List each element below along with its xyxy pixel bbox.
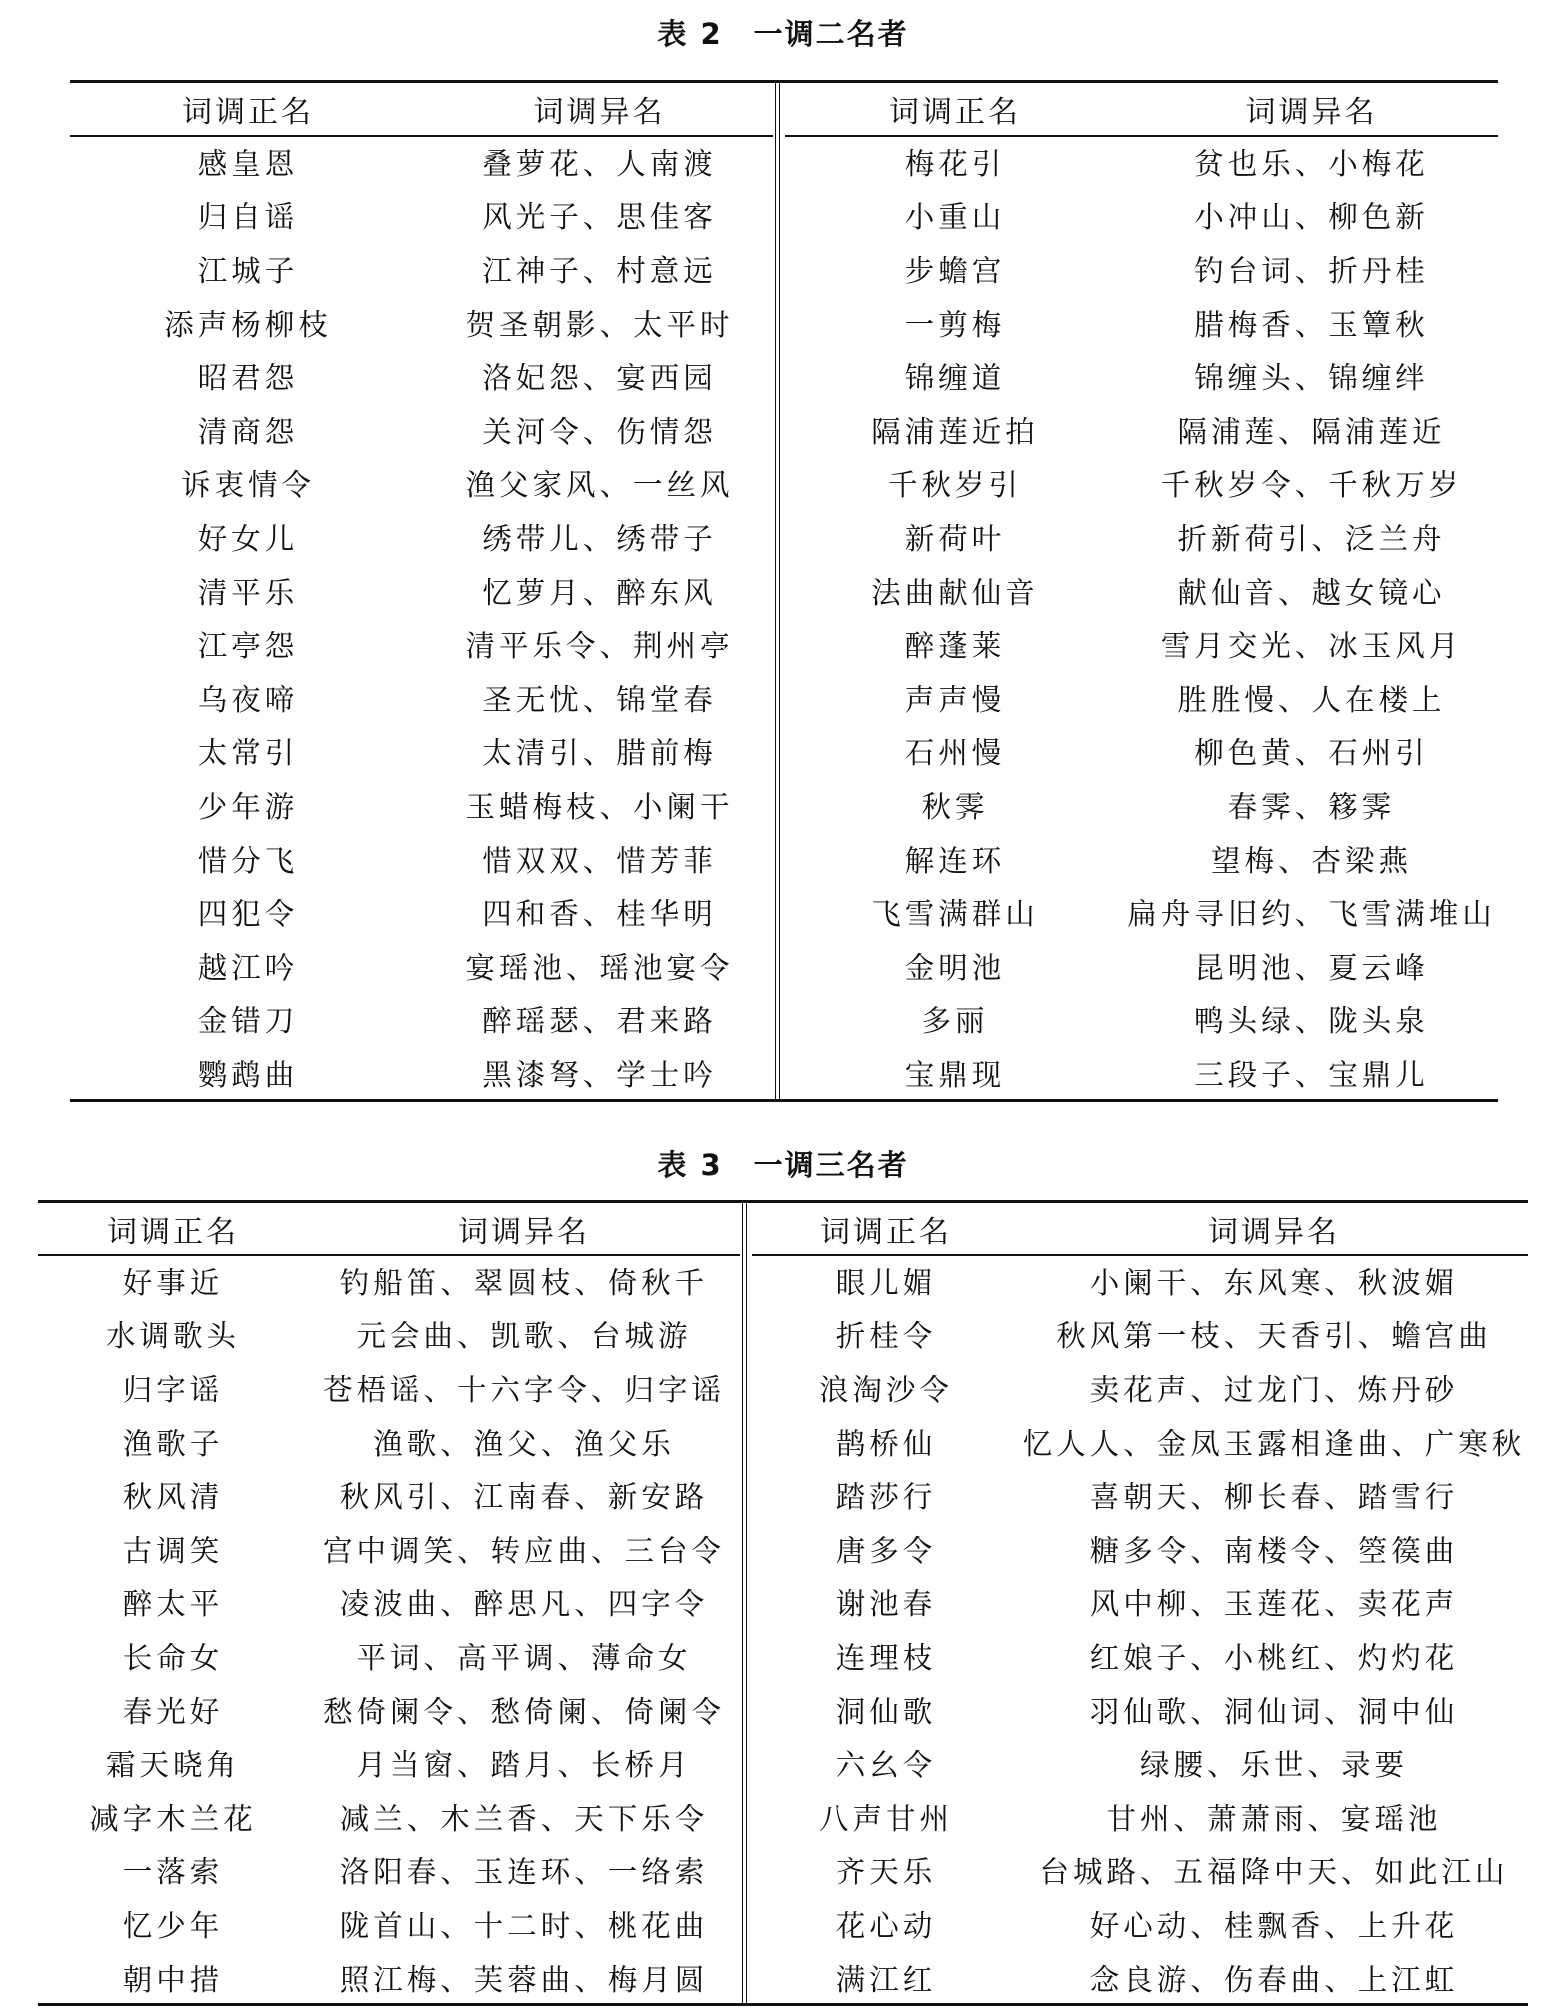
formal-name-cell: 霜天晓角 — [105, 1748, 240, 1783]
formal-name-cell: 新荷叶 — [904, 521, 1006, 556]
table3-left-header — [38, 1203, 740, 1254]
column-header: 词调正名 — [182, 95, 314, 130]
table-row — [785, 564, 1498, 618]
formal-name-cell: 感皇恩 — [197, 146, 299, 181]
formal-name-cell: 鹊桥仙 — [835, 1426, 937, 1461]
formal-name-cell: 好女儿 — [197, 521, 299, 556]
alias-names-cell: 凌波曲、醉思凡、四字令 — [339, 1587, 709, 1622]
alias-names-cell: 隔浦莲、隔浦莲近 — [1177, 414, 1446, 449]
formal-name-cell: 长命女 — [122, 1640, 224, 1675]
alias-names-cell: 糖多令、南楼令、箜篌曲 — [1089, 1533, 1459, 1568]
table-row — [785, 671, 1498, 725]
alias-names-cell: 好心动、桂飘香、上升花 — [1089, 1908, 1459, 1943]
alias-names-cell: 洛阳春、玉连环、一络索 — [339, 1855, 709, 1890]
table-row — [752, 1844, 1528, 1898]
formal-name-cell: 踏莎行 — [835, 1480, 937, 1515]
alias-names-cell: 台城路、五福降中天、如此江山 — [1039, 1855, 1509, 1890]
table2-right-header — [785, 83, 1498, 135]
table-row — [70, 725, 773, 779]
alias-names-cell: 献仙音、越女镜心 — [1177, 575, 1446, 610]
alias-names-cell: 折新荷引、泛兰舟 — [1177, 521, 1446, 556]
table2-caption: 表 2 一调二名者 — [657, 17, 909, 51]
formal-name-cell: 满江红 — [835, 1962, 937, 1997]
formal-name-cell: 惜分飞 — [197, 843, 299, 878]
alias-names-cell: 胜胜慢、人在楼上 — [1177, 682, 1446, 717]
formal-name-cell: 清平乐 — [197, 575, 299, 610]
alias-names-cell: 锦缠头、锦缠绊 — [1194, 361, 1429, 396]
table-row — [752, 1951, 1528, 2005]
alias-names-cell: 渔父家风、一丝风 — [465, 468, 734, 503]
table-row — [785, 403, 1498, 457]
formal-name-cell: 金错刀 — [197, 1004, 299, 1039]
table-row — [70, 510, 773, 564]
alias-names-cell: 照江梅、芙蓉曲、梅月圆 — [339, 1962, 709, 1997]
table2-right-half — [785, 83, 1498, 1100]
alias-names-cell: 小冲山、柳色新 — [1194, 200, 1429, 235]
alias-names-cell: 贫也乐、小梅花 — [1194, 146, 1429, 181]
alias-names-cell: 鸭头绿、陇头泉 — [1194, 1004, 1429, 1039]
formal-name-cell: 浪淘沙令 — [818, 1372, 953, 1407]
alias-names-cell: 四和香、桂华明 — [482, 897, 717, 932]
alias-names-cell: 洛妃怨、宴西园 — [482, 361, 717, 396]
table-row — [38, 1629, 740, 1683]
table2-left-half — [70, 83, 773, 1100]
formal-name-cell: 渔歌子 — [122, 1426, 224, 1461]
table-row — [70, 296, 773, 350]
table-row — [38, 1844, 740, 1898]
alias-names-cell: 念良游、伤春曲、上江虹 — [1089, 1962, 1459, 1997]
alias-names-cell: 卖花声、过龙门、炼丹砂 — [1089, 1372, 1459, 1407]
alias-names-cell: 关河令、伤情怨 — [482, 414, 717, 449]
alias-names-cell: 钓台词、折丹桂 — [1194, 253, 1429, 288]
alias-names-cell: 月当窗、踏月、长桥月 — [356, 1748, 692, 1783]
table-row — [70, 778, 773, 832]
formal-name-cell: 锦缠道 — [904, 361, 1006, 396]
formal-name-cell: 醉太平 — [122, 1587, 224, 1622]
alias-names-cell: 宴瑶池、瑶池宴令 — [465, 950, 734, 985]
formal-name-cell: 归字谣 — [122, 1372, 224, 1407]
alias-names-cell: 柳色黄、石州引 — [1194, 736, 1429, 771]
alias-names-cell: 喜朝天、柳长春、踏雪行 — [1089, 1480, 1459, 1515]
table-row — [70, 1046, 773, 1100]
formal-name-cell: 多丽 — [921, 1004, 989, 1039]
alias-names-cell: 小阑干、东风寒、秋波媚 — [1089, 1265, 1459, 1300]
alias-names-cell: 减兰、木兰香、天下乐令 — [339, 1801, 709, 1836]
formal-name-cell: 乌夜啼 — [197, 682, 299, 717]
alias-names-cell: 元会曲、凯歌、台城游 — [356, 1319, 692, 1354]
formal-name-cell: 太常引 — [197, 736, 299, 771]
alias-names-cell: 秋风引、江南春、新安路 — [339, 1480, 709, 1515]
alias-names-cell: 望梅、杏梁燕 — [1210, 843, 1412, 878]
alias-names-cell: 清平乐令、荆州亭 — [465, 629, 734, 664]
table-row — [70, 885, 773, 939]
formal-name-cell: 八声甘州 — [818, 1801, 953, 1836]
table-row — [785, 993, 1498, 1047]
formal-name-cell: 谢池春 — [835, 1587, 937, 1622]
table-row — [70, 939, 773, 993]
alias-names-cell: 忆萝月、醉东风 — [482, 575, 717, 610]
column-header: 词调异名 — [458, 1214, 590, 1250]
alias-names-cell: 宫中调笑、转应曲、三台令 — [322, 1533, 725, 1568]
formal-name-cell: 清商怨 — [197, 414, 299, 449]
alias-names-cell: 圣无忧、锦堂春 — [482, 682, 717, 717]
formal-name-cell: 鹦鹉曲 — [197, 1057, 299, 1092]
alias-names-cell: 腊梅香、玉簟秋 — [1194, 307, 1429, 342]
table-row — [752, 1897, 1528, 1951]
table-row — [785, 189, 1498, 243]
alias-names-cell: 甘州、萧萧雨、宴瑶池 — [1106, 1801, 1442, 1836]
formal-name-cell: 宝鼎现 — [904, 1057, 1006, 1092]
alias-names-cell: 平词、高平调、薄命女 — [356, 1640, 692, 1675]
alias-names-cell: 贺圣朝影、太平时 — [465, 307, 734, 342]
column-header: 词调异名 — [1245, 95, 1378, 130]
formal-name-cell: 六幺令 — [835, 1748, 937, 1783]
table-row — [70, 242, 773, 296]
table-row — [785, 349, 1498, 403]
alias-names-cell: 风中柳、玉莲花、卖花声 — [1089, 1587, 1459, 1622]
table-row — [70, 832, 773, 886]
formal-name-cell: 朝中措 — [122, 1962, 224, 1997]
alias-names-cell: 钓船笛、翠圆枝、倚秋千 — [339, 1265, 709, 1300]
column-header: 词调正名 — [889, 95, 1021, 130]
formal-name-cell: 梅花引 — [904, 146, 1006, 181]
formal-name-cell: 一剪梅 — [904, 307, 1006, 342]
table-row — [38, 1468, 740, 1522]
alias-names-cell: 陇首山、十二时、桃花曲 — [339, 1908, 709, 1943]
formal-name-cell: 金明池 — [904, 950, 1006, 985]
table-row — [38, 1951, 740, 2005]
alias-names-cell: 风光子、思佳客 — [482, 200, 717, 235]
formal-name-cell: 越江吟 — [197, 950, 299, 985]
alias-names-cell: 雪月交光、冰玉风月 — [1160, 629, 1463, 664]
table-row — [752, 1576, 1528, 1630]
formal-name-cell: 眼儿媚 — [835, 1265, 937, 1300]
table-row — [70, 617, 773, 671]
column-header: 词调异名 — [1208, 1214, 1340, 1250]
formal-name-cell: 千秋岁引 — [887, 468, 1022, 503]
table2 — [70, 80, 1498, 1102]
formal-name-cell: 折桂令 — [835, 1319, 937, 1354]
table-row — [785, 296, 1498, 350]
formal-name-cell: 秋风清 — [122, 1480, 224, 1515]
alias-names-cell: 红娘子、小桃红、灼灼花 — [1089, 1640, 1459, 1675]
table-row — [785, 457, 1498, 511]
table3-left-half — [38, 1203, 740, 2004]
alias-names-cell: 扁舟寻旧约、飞雪满堆山 — [1127, 897, 1496, 932]
formal-name-cell: 水调歌头 — [105, 1319, 240, 1354]
table-row — [752, 1522, 1528, 1576]
formal-name-cell: 秋霁 — [921, 789, 989, 824]
alias-names-cell: 太清引、腊前梅 — [482, 736, 717, 771]
formal-name-cell: 减字木兰花 — [89, 1801, 257, 1836]
table3 — [38, 1200, 1528, 2006]
table-row — [70, 993, 773, 1047]
table-row — [752, 1683, 1528, 1737]
table3-right-half — [752, 1203, 1528, 2004]
table-row — [752, 1361, 1528, 1415]
table-row — [70, 457, 773, 511]
table-row — [785, 242, 1498, 296]
table-row — [70, 403, 773, 457]
formal-name-cell: 法曲献仙音 — [871, 575, 1039, 610]
table-row — [38, 1254, 740, 1308]
formal-name-cell: 少年游 — [197, 789, 299, 824]
column-header: 词调正名 — [820, 1214, 952, 1250]
formal-name-cell: 添声杨柳枝 — [164, 307, 332, 342]
formal-name-cell: 好事近 — [122, 1265, 224, 1300]
table-row — [785, 725, 1498, 779]
table-row — [752, 1468, 1528, 1522]
table-row — [785, 1046, 1498, 1100]
alias-names-cell: 秋风第一枝、天香引、蟾宫曲 — [1056, 1319, 1492, 1354]
table2-left-header — [70, 83, 773, 135]
table-row — [38, 1897, 740, 1951]
formal-name-cell: 江城子 — [197, 253, 299, 288]
alias-names-cell: 绣带儿、绣带子 — [482, 521, 717, 556]
formal-name-cell: 齐天乐 — [835, 1855, 937, 1890]
alias-names-cell: 玉蜡梅枝、小阑干 — [465, 789, 734, 824]
table3-right-header — [752, 1203, 1528, 1254]
table2-column-divider — [775, 80, 780, 1102]
table-row — [38, 1736, 740, 1790]
alias-names-cell: 忆人人、金凤玉露相逢曲、广寒秋 — [1022, 1426, 1526, 1461]
table-row — [785, 885, 1498, 939]
table-row — [70, 564, 773, 618]
table-row — [70, 349, 773, 403]
formal-name-cell: 解连环 — [904, 843, 1006, 878]
table-row — [38, 1361, 740, 1415]
alias-names-cell: 渔歌、渔父、渔父乐 — [373, 1426, 675, 1461]
alias-names-cell: 三段子、宝鼎儿 — [1194, 1057, 1429, 1092]
table-row — [70, 189, 773, 243]
formal-name-cell: 江亭怨 — [197, 629, 299, 664]
alias-names-cell: 愁倚阑令、愁倚阑、倚阑令 — [322, 1694, 725, 1729]
formal-name-cell: 声声慢 — [904, 682, 1006, 717]
table-row — [70, 671, 773, 725]
formal-name-cell: 忆少年 — [122, 1908, 224, 1943]
formal-name-cell: 小重山 — [904, 200, 1006, 235]
table-row — [785, 832, 1498, 886]
formal-name-cell: 石州慢 — [904, 736, 1006, 771]
table-row — [38, 1522, 740, 1576]
formal-name-cell: 昭君怨 — [197, 361, 299, 396]
column-header: 词调正名 — [107, 1214, 239, 1250]
alias-names-cell: 叠萝花、人南渡 — [482, 146, 717, 181]
table-row — [38, 1415, 740, 1469]
alias-names-cell: 惜双双、惜芳菲 — [482, 843, 717, 878]
table3-column-divider — [742, 1200, 747, 2006]
formal-name-cell: 隔浦莲近拍 — [871, 414, 1039, 449]
alias-names-cell: 醉瑶瑟、君来路 — [482, 1004, 717, 1039]
table-row — [752, 1308, 1528, 1362]
formal-name-cell: 归自谣 — [197, 200, 299, 235]
alias-names-cell: 羽仙歌、洞仙词、洞中仙 — [1089, 1694, 1459, 1729]
table-row — [38, 1308, 740, 1362]
formal-name-cell: 步蟾宫 — [904, 253, 1006, 288]
formal-name-cell: 四犯令 — [197, 897, 299, 932]
formal-name-cell: 飞雪满群山 — [871, 897, 1039, 932]
formal-name-cell: 醉蓬莱 — [904, 629, 1006, 664]
table-row — [70, 135, 773, 189]
table-row — [785, 510, 1498, 564]
table-row — [785, 939, 1498, 993]
table-row — [38, 1683, 740, 1737]
table-row — [38, 1790, 740, 1844]
table-row — [752, 1790, 1528, 1844]
formal-name-cell: 诉衷情令 — [180, 468, 315, 503]
formal-name-cell: 春光好 — [122, 1694, 224, 1729]
alias-names-cell: 昆明池、夏云峰 — [1194, 950, 1429, 985]
formal-name-cell: 一落索 — [122, 1855, 224, 1890]
table3-caption: 表 3 一调三名者 — [657, 1148, 909, 1182]
table-row — [785, 617, 1498, 671]
table-row — [752, 1254, 1528, 1308]
formal-name-cell: 洞仙歌 — [835, 1694, 937, 1729]
table-row — [752, 1415, 1528, 1469]
formal-name-cell: 古调笑 — [122, 1533, 224, 1568]
formal-name-cell: 花心动 — [835, 1908, 937, 1943]
alias-names-cell: 绿腰、乐世、录要 — [1139, 1748, 1408, 1783]
alias-names-cell: 黑漆弩、学士吟 — [482, 1057, 717, 1092]
table-row — [752, 1629, 1528, 1683]
alias-names-cell: 千秋岁令、千秋万岁 — [1160, 468, 1463, 503]
alias-names-cell: 苍梧谣、十六字令、归字谣 — [322, 1372, 725, 1407]
alias-names-cell: 春霁、簃霁 — [1227, 789, 1396, 824]
column-header: 词调异名 — [533, 95, 666, 130]
formal-name-cell: 唐多令 — [835, 1533, 937, 1568]
formal-name-cell: 连理枝 — [835, 1640, 937, 1675]
table-row — [752, 1736, 1528, 1790]
table-row — [785, 135, 1498, 189]
table-row — [38, 1576, 740, 1630]
table-row — [785, 778, 1498, 832]
alias-names-cell: 江神子、村意远 — [482, 253, 717, 288]
